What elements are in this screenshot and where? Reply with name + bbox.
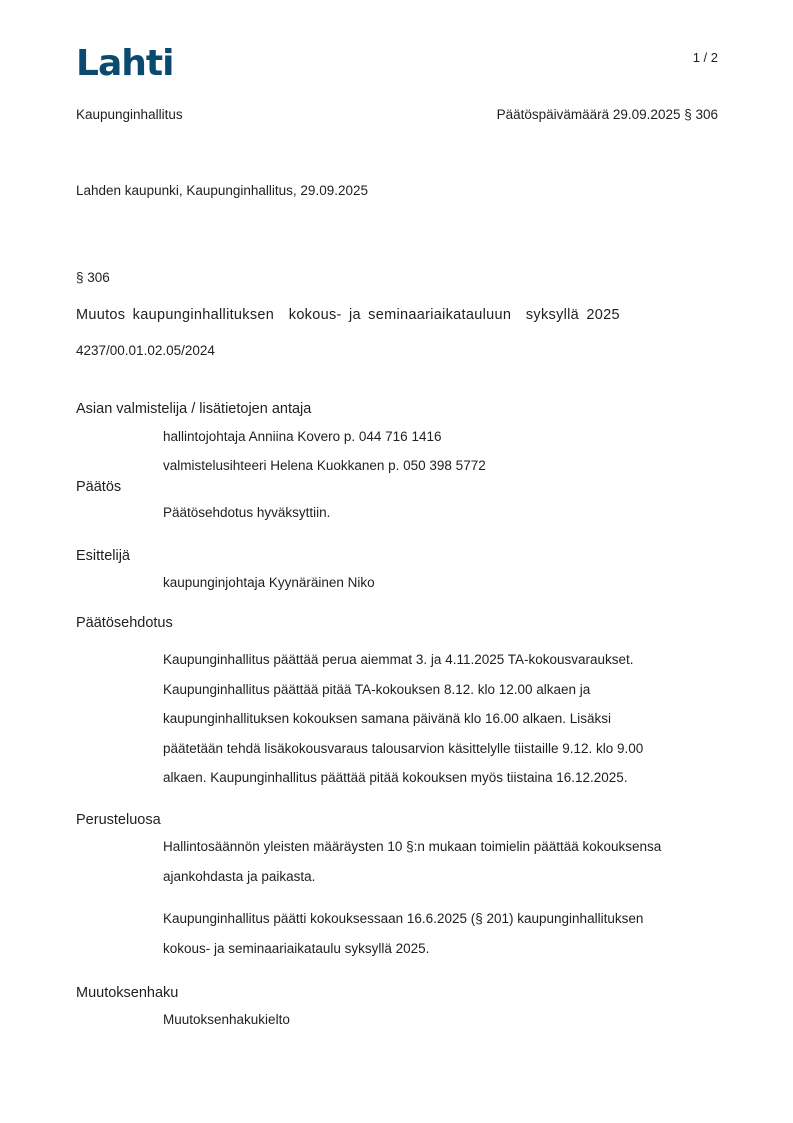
record-number: 4237/00.01.02.05/2024 bbox=[76, 343, 215, 358]
rationale-paragraph bbox=[163, 904, 723, 963]
rationale-paragraph bbox=[163, 832, 723, 891]
proposal-label: Päätösehdotus bbox=[76, 615, 173, 631]
decision-label: Päätös bbox=[76, 479, 122, 495]
section-number: § 306 bbox=[76, 270, 110, 285]
meeting-line: Lahden kaupunki, Kaupunginhallitus, 29.09.2025 bbox=[76, 183, 368, 198]
rationale-line: Kaupunginhallitus päätti kokouksessaan 16.6.2025 (§ 201) kaupunginhallituksen bbox=[163, 911, 644, 926]
preparer-item: hallintojohtaja Anniina Kovero p. 044 716 1416 bbox=[163, 429, 442, 444]
appeal-text: Muutoksenhakukielto bbox=[163, 1012, 290, 1027]
proposal-line: Kaupunginhallitus päättää pitää TA-kokouksen 8.12. klo 12.00 alkaen ja bbox=[163, 681, 591, 697]
presenter-label: Esittelijä bbox=[76, 548, 130, 564]
proposal-line: alkaen. Kaupunginhallitus päättää pitää kokouksen myös tiistaina 16.12.2025. bbox=[163, 770, 628, 785]
preparer-item: valmistelusihteeri Helena Kuokkanen p. 050 398 5772 bbox=[163, 458, 486, 473]
preparers-label: Asian valmistelija / lisätietojen antaja bbox=[76, 401, 312, 417]
proposal-line: Kaupunginhallitus päättää perua aiemmat 3. ja 4.11.2025 TA-kokousvaraukset. bbox=[163, 652, 634, 667]
document-title: Muutos kaupunginhallituksen kokous- ja seminaariaikatauluun syksyllä 2025 bbox=[76, 307, 620, 323]
rationale-line: ajankohdasta ja paikasta. bbox=[163, 868, 316, 884]
lahti-logo: Lahti bbox=[76, 43, 174, 84]
proposal-line: päätetään tehdä lisäkokousvaraus talousarvion käsittelylle tiistaille 9.12. klo 9.00 bbox=[163, 740, 644, 756]
organ-name: Kaupunginhallitus bbox=[76, 107, 183, 122]
rationale-line: kokous- ja seminaariaikataulu syksyllä 2025. bbox=[163, 940, 430, 956]
page-indicator: 1 / 2 bbox=[692, 50, 718, 65]
appeal-label: Muutoksenhaku bbox=[76, 985, 179, 1001]
proposal-line: kaupunginhallituksen kokouksen samana päivänä klo 16.00 alkaen. Lisäksi bbox=[163, 711, 612, 726]
rationale-label: Perusteluosa bbox=[76, 812, 161, 828]
rationale-line: Hallintosäännön yleisten määräysten 10 §:n mukaan toimielin päättää kokouksensa bbox=[163, 839, 662, 854]
proposal-text bbox=[163, 645, 723, 793]
decision-date: Päätöspäivämäärä 29.09.2025 § 306 bbox=[496, 107, 718, 122]
presenter-text: kaupunginjohtaja Kyynäräinen Niko bbox=[163, 575, 375, 590]
decision-text: Päätösehdotus hyväksyttiin. bbox=[163, 505, 331, 520]
